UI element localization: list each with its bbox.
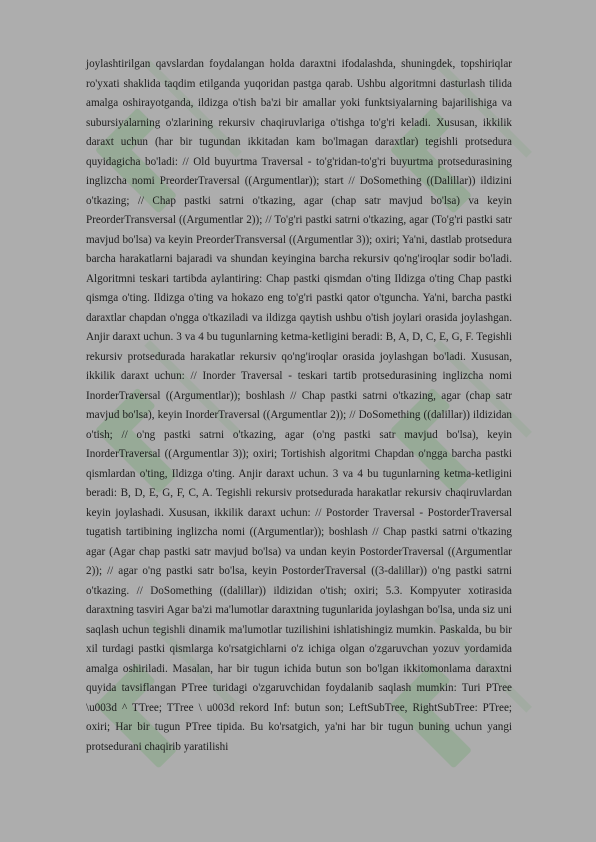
body-paragraph: joylashtirilgan qavslardan foydalangan holda daraxtni ifodalashda, shuningdek, topshiriqlar ro'yxati shaklida taqdim etilganda yuqoridan pastga qarab. Ushbu algoritmni dasturlash tilida amalga oshirayotganda, ildizga o'tish ba'zi bir amallar yoki funktsiyalarning bajarilishiga va subursiyalarning o'zlarining rekursiv chaqiruvlariga o'tishga to'g'ri keladi. Xususan, ikkilik daraxt uchun (har bir tugundan ikkitadan kam bo'lmagan daraxtlar) tegishli protsedura quyidagicha bo'ladi: // Old buyurtma Traversal - to'g'ridan-to'g'ri buyurtma protsedurasining inglizcha nomi PreorderTraversal ((Argumentlar)); start // DoSomething ((Dalillar)) ildizini o'tkazing; // Chap pastki satrni o'tkazing, agar (chap satr mavjud bo'lsa) va keyin PreorderTransversal ((Argumentlar 2)); // To'g'ri pastki satrni o'tkazing, agar (To'g'ri pastki satr mavjud bo'lsa) va keyin PreorderTransversal ((Argumentlar 3)); oxiri; Ya'ni, dastlab protsedura barcha harakatlarni bajaradi va shundan keyingina barcha rekursiv qo'ng'iroqlar sodir bo'ladi. Algoritmni teskari tartibda aylantiring: Chap pastki qismdan o'ting Ildizga o'ting Chap pastki qismga o'ting. Ildizga o'ting va hokazo eng to'g'ri pastki qator o'tguncha. Ya'ni, barcha pastki daraxtlar chapdan o'ngga o'tkaziladi va ildizga qaytish ushbu o'tish joylari orasida joylashgan. Anjir daraxt uchun. 3 va 4 bu tugunlarning ketma-ketligini beradi: B, A, D, C, E, G, F. Tegishli rekursiv protsedurada harakatlar rekursiv qo'ng'iroqlar orasida joylashgan bo'ladi. Xususan, ikkilik daraxt uchun: // Inorder Traversal - teskari tartib protsedurasining inglizcha nomi InorderTraversal ((Argumentlar)); boshlash // Chap pastki satrni o'tkazing, agar (chap satr mavjud bo'lsa), keyin InorderTraversal ((Argumentlar 2)); // DoSomething ((dalillar)) ildizidan o'tish; // o'ng pastki satrni o'tkazing, agar (o'ng pastki satr mavjud bo'lsa), keyin InorderTraversal ((Argumentlar 3)); oxiri; Tortishish algoritmi Chapdan o'ngga barcha pastki qismlardan o'ting, Ildizga o'ting. Anjir daraxt uchun. 3 va 4 bu tugunlarning ketma-ketligini beradi: B, D, E, G, F, C, A. Tegishli rekursiv protsedurada harakatlar rekursiv chaqiruvlardan keyin joylashadi. Xususan, ikkilik daraxt uchun: // Postorder Traversal - PostorderTraversal tugatish tartibining inglizcha nomi ((Argumentlar)); boshlash // Chap pastki satrni o'tkazing agar (Agar chap pastki satr mavjud bo'lsa) va undan keyin PostorderTraversal ((Argumentlar 2)); // agar o'ng pastki satr bo'lsa, keyin PostorderTraversal ((3-dalillar)) o'ng pastki satrni o'tkazing. // DoSomething ((dalillar)) ildizidan o'tish; oxiri; 5.3. Kompyuter xotirasida daraxtning tasviri Agar ba'zi ma'lumotlar daraxtning tugunlarida joylashgan bo'lsa, unda siz uni saqlash uchun tegishli dinamik ma'lumotlar tuzilishini ishlatishingiz mumkin. Paskalda, bu bir xil turdagi pastki qismlarga ko'rsatgichlarni o'z ichiga olgan o'zgaruvchan yozuv yordamida amalga oshiriladi. Masalan, har bir tugun ichida butun son bo'lgan ikkitomonlama daraxtni quyida tavsiflangan PTree turidagi o'zgaruvchidan foydalanib saqlash mumkin: Turi PTree \u003d ^ TTree; TTree \ u003d rekord Inf: butun son; LeftSubTree, RightSubTree: PTree; oxiri; Har bir tugun PTree tipida. Bu ko'rsatgich, ya'ni har bir tugun buning uchun yangi protsedurani chaqirib yaratilishi xyxy=(86,58,512,753)
